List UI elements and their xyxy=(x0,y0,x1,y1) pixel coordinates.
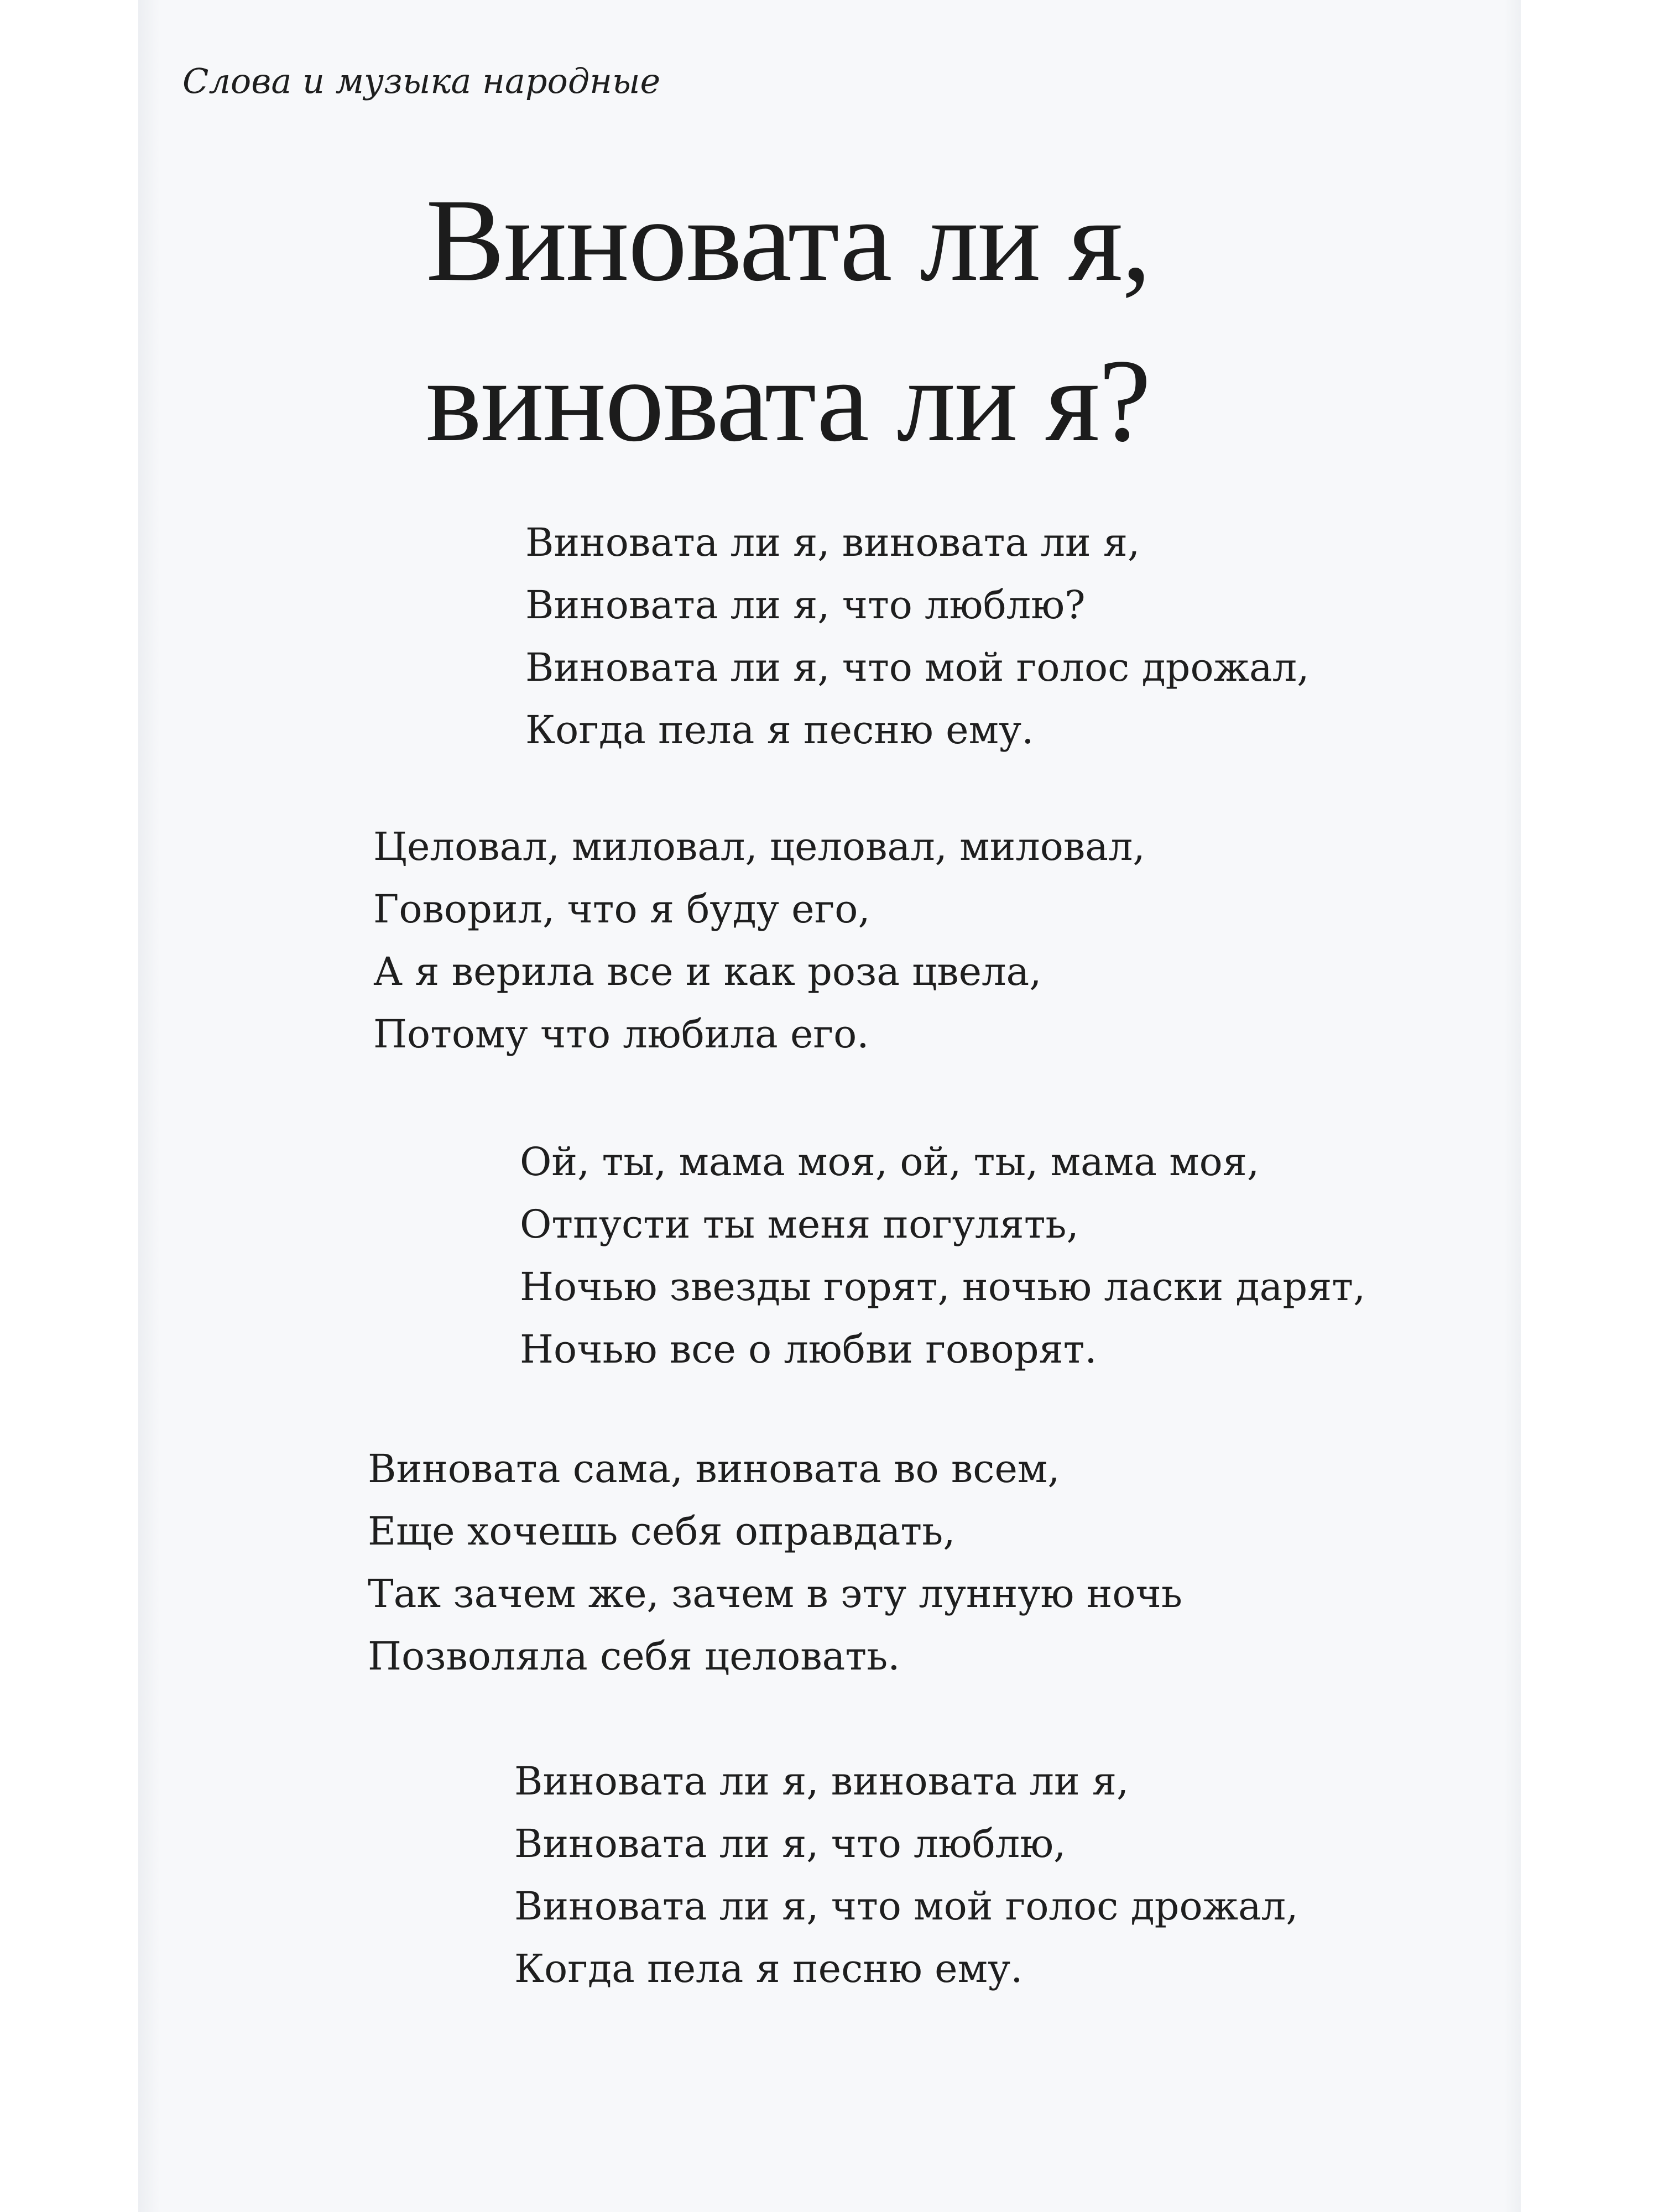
verse-line: А я верила все и как роза цвела, xyxy=(373,949,1042,994)
verse-line: Еще хочешь себя оправдать, xyxy=(368,1509,956,1554)
verse-line: Виновата сама, виновата во всем, xyxy=(368,1446,1060,1491)
verse-line: Так зачем же, зачем в эту лунную ночь xyxy=(368,1571,1182,1616)
verse-line: Ночью все о любви говорят. xyxy=(520,1327,1097,1372)
verse-line: Ночью звезды горят, ночью ласки дарят, xyxy=(520,1264,1366,1310)
verse-line: Виновата ли я, что мой голос дрожал, xyxy=(525,645,1310,690)
verse-line: Когда пела я песню ему. xyxy=(525,707,1034,753)
page-left-shadow xyxy=(138,0,160,2212)
stanza-5 xyxy=(514,1750,1298,2000)
stanza-3 xyxy=(520,1131,1365,1381)
verse-line: Виновата ли я, что мой голос дрожал, xyxy=(514,1884,1298,1929)
stanza-1 xyxy=(525,512,1309,761)
verse-line: Когда пела я песню ему. xyxy=(514,1946,1023,1991)
page-right-shadow xyxy=(1504,0,1521,2212)
verse-line: Виновата ли я, что люблю? xyxy=(525,582,1086,628)
title-line: виновата ли я? xyxy=(426,335,1150,466)
verse-line: Целовал, миловал, целовал, миловал, xyxy=(373,824,1145,869)
book-page xyxy=(138,0,1521,2212)
song-attribution: Слова и музыка народные xyxy=(182,61,661,101)
song-title xyxy=(426,160,1150,481)
verse-line: Отпусти ты меня погулять, xyxy=(520,1202,1079,1247)
verse-line: Виновата ли я, виновата ли я, xyxy=(525,520,1140,565)
verse-line: Позволяла себя целовать. xyxy=(368,1634,900,1679)
verse-line: Ой, ты, мама моя, ой, ты, мама моя, xyxy=(520,1139,1260,1185)
verse-line: Виновата ли я, виновата ли я, xyxy=(514,1759,1129,1804)
verse-line: Потому что любила его. xyxy=(373,1011,869,1057)
stanza-2 xyxy=(373,816,1145,1066)
verse-line: Виновата ли я, что люблю, xyxy=(514,1821,1066,1866)
stanza-4 xyxy=(368,1438,1182,1688)
title-line: Виновата ли я, xyxy=(426,175,1150,306)
verse-line: Говорил, что я буду его, xyxy=(373,886,870,932)
